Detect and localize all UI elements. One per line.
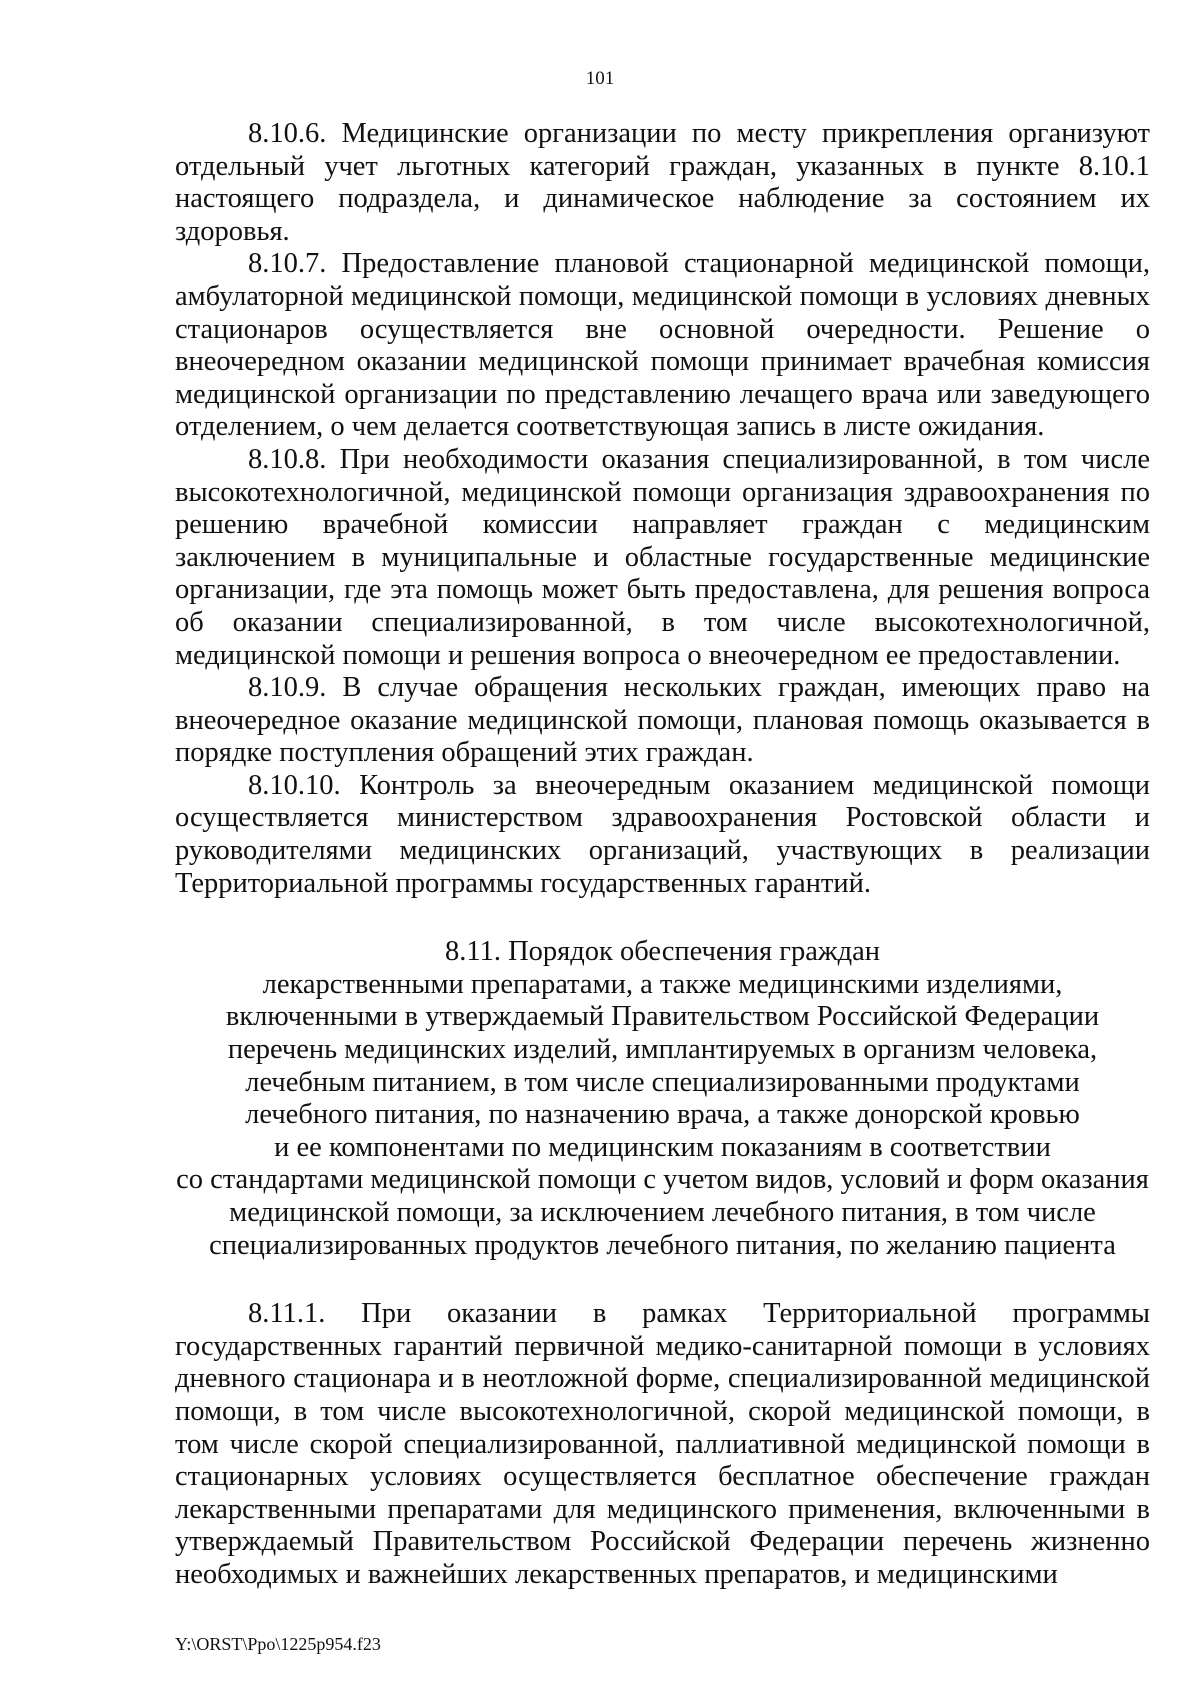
heading-line: специализированных продуктов лечебного питания, по желанию пациента — [209, 1229, 1116, 1261]
heading-line: включенными в утверждаемый Правительством Российской Федерации — [225, 1001, 1100, 1033]
paragraph-8-10-6: 8.10.6. Медицинские организации по месту прикрепления организуют отдельный учет льготных категорий граждан, указанных в пункте 8.10.1 настоящего подраздела, и динамическое наблюдение за состоянием их здоровья. — [175, 118, 1150, 247]
heading-line: 8.11. Порядок обеспечения граждан — [445, 936, 880, 968]
page-number: 101 — [585, 68, 615, 89]
heading-line: со стандартами медицинской помощи с учетом видов, условий и форм оказания — [176, 1164, 1149, 1196]
heading-line: лечебного питания, по назначению врача, а также донорской кровью — [245, 1099, 1080, 1131]
heading-line: лечебным питанием, в том числе специализированными продуктами — [245, 1066, 1080, 1098]
heading-line: и ее компонентами по медицинским показаниям в соответствии — [274, 1131, 1051, 1163]
document-body — [175, 118, 1150, 1592]
paragraph-8-10-8: 8.10.8. При необходимости оказания специализированной, в том числе высокотехнологичной, медицинской помощи организация здравоохранения по решению врачебной комиссии направляет граждан с медицинским заключением в муниципальные и областные государственные медицинские организации, где эта помощь может быть предоставлена, для решения вопроса об оказании специализированной, в том числе высокотехнологичной, медицинской помощи и решения вопроса о внеочередном ее предоставлении. — [175, 443, 1150, 671]
heading-line: перечень медицинских изделий, имплантируемых в организм человека, — [227, 1034, 1098, 1066]
section-heading-8-11 — [175, 936, 1150, 1262]
paragraph-8-10-9: 8.10.9. В случае обращения нескольких граждан, имеющих право на внеочередное оказание медицинской помощи, плановая помощь оказывается в порядке поступления обращений этих граждан. — [175, 672, 1150, 769]
footer-file-path: Y:\ORST\Ppo\1225p954.f23 — [175, 1634, 381, 1654]
paragraph-8-10-10: 8.10.10. Контроль за внеочередным оказанием медицинской помощи осуществляется министерством здравоохранения Ростовской области и руководителями медицинских организаций, участвующих в реализации Территориальной программы государственных гарантий. — [175, 769, 1150, 899]
heading-line: лекарственными препаратами, а также медицинскими изделиями, — [262, 968, 1063, 1000]
paragraph-8-11-1: 8.11.1. При оказании в рамках Территориальной программы государственных гарантий первичной медико-санитарной помощи в условиях дневного стационара и в неотложной форме, специализированной медицинской помощи, в том числе высокотехнологичной, скорой медицинской помощи, в том числе скорой специализированной, паллиативной медицинской помощи в стационарных условиях осуществляется бесплатное обеспечение граждан лекарственными препаратами для медицинского применения, включенными в утверждаемый Правительством Российской Федерации перечень жизненно необходимых и важнейших лекарственных препаратов, и медицинскими — [175, 1298, 1150, 1590]
heading-line: медицинской помощи, за исключением лечебного питания, в том числе — [229, 1197, 1096, 1228]
paragraph-8-10-7: 8.10.7. Предоставление плановой стационарной медицинской помощи, амбулаторной медицинской помощи, медицинской помощи в условиях дневных стационаров осуществляется вне основной очередности. Решение о внеочередном оказании медицинской помощи принимает врачебная комиссия медицинской организации по представлению лечащего врача или заведующего отделением, о чем делается соответствующая запись в листе ожидания. — [175, 248, 1150, 443]
